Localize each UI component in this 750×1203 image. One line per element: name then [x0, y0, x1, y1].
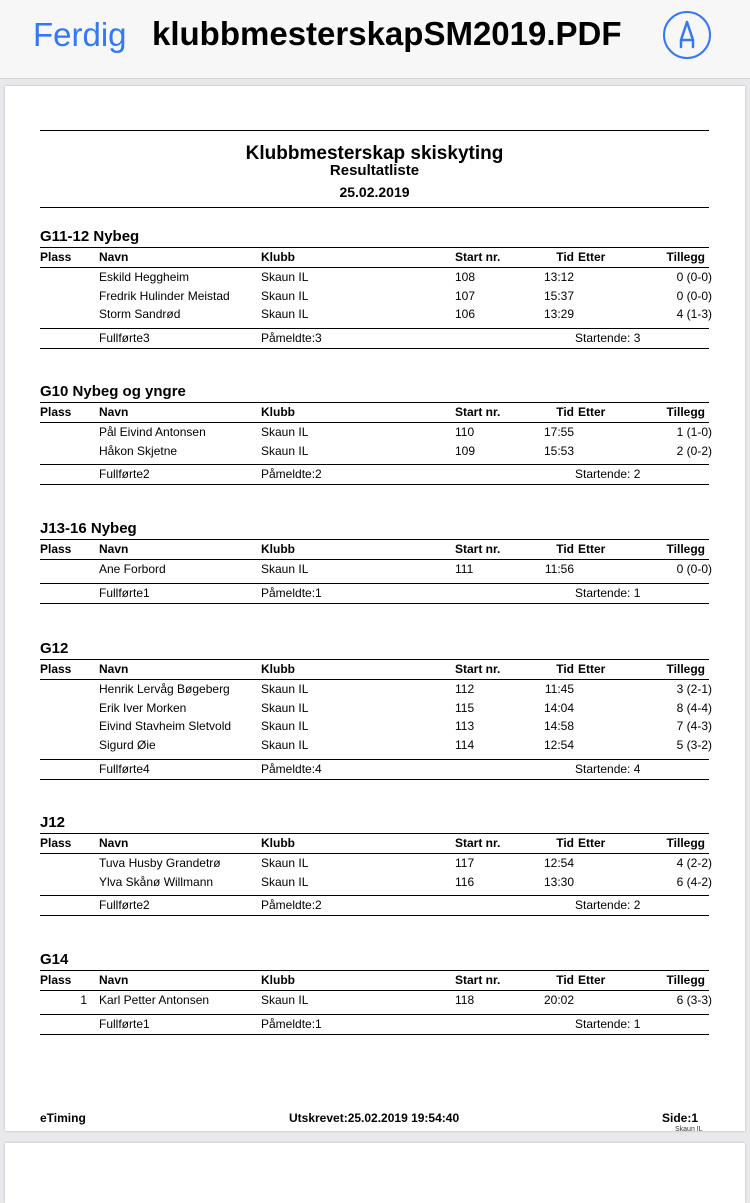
summary-top-rule [40, 1014, 709, 1015]
row-time: 15:53 [543, 443, 574, 458]
summary-bottom-rule [40, 1034, 709, 1035]
summary-registered: Påmeldte:1 [261, 1016, 322, 1031]
result-section [5, 951, 745, 1111]
column-header-rule [40, 853, 709, 854]
row-start-number: 108 [455, 270, 476, 284]
summary-completed: Fullførte1 [99, 1016, 150, 1031]
markup-button[interactable] [663, 11, 711, 59]
summary-registered: Påmeldte:1 [261, 585, 322, 600]
row-start-number: 115 [455, 700, 475, 715]
column-header-plass: Plass [40, 250, 72, 264]
summary-starters: Startende: 2 [575, 898, 641, 913]
summary-starters: Startende: 1 [575, 1016, 641, 1031]
pdf-page-2[interactable] [5, 1143, 745, 1203]
row-start-number: 112 [455, 682, 475, 696]
row-athlete-name: Ane Forbord [99, 562, 166, 576]
row-club: Skaun IL [261, 682, 309, 696]
row-athlete-name: Sigurd Øie [99, 738, 156, 753]
column-header-etter: Etter [578, 405, 606, 419]
summary-top-rule [40, 464, 709, 465]
row-time: 11:45 [544, 682, 574, 696]
section-title: G10 Nybeg og yngre [40, 383, 186, 400]
section-title-rule [40, 402, 709, 403]
row-penalty: 7 (4-3) [676, 719, 712, 734]
summary-starters: Startende: 4 [575, 761, 641, 776]
column-header-startnr: Start nr. [455, 250, 501, 264]
column-header-rule [40, 422, 709, 423]
column-header-tillegg: Tillegg [666, 973, 705, 987]
column-header-klubb: Klubb [261, 836, 295, 850]
row-time: 17:55 [543, 425, 574, 439]
row-club: Skaun IL [261, 856, 309, 870]
summary-completed: Fullførte4 [99, 761, 150, 776]
row-penalty: 0 (0-0) [676, 270, 712, 284]
row-athlete-name: Storm Sandrød [99, 307, 181, 322]
summary-starters: Startende: 1 [575, 585, 641, 600]
row-athlete-name: Eivind Stavheim Sletvold [99, 719, 232, 734]
row-time: 14:58 [543, 719, 574, 734]
row-athlete-name: Eskild Heggheim [99, 270, 190, 284]
column-header-tid: Tid [556, 973, 574, 987]
footer-tiny-club: Skaun IL [675, 1126, 703, 1133]
column-header-navn: Navn [99, 250, 129, 264]
row-penalty: 3 (2-1) [676, 682, 712, 696]
row-time: 12:54 [543, 856, 574, 870]
row-athlete-name: Karl Petter Antonsen [99, 993, 210, 1007]
row-penalty: 6 (4-2) [676, 874, 712, 889]
column-header-klubb: Klubb [261, 973, 295, 987]
row-start-number: 118 [455, 993, 475, 1007]
row-start-number: 114 [455, 738, 475, 753]
column-header-plass: Plass [40, 836, 72, 850]
column-header-tillegg: Tillegg [666, 836, 705, 850]
column-header-etter: Etter [578, 836, 606, 850]
column-header-klubb: Klubb [261, 662, 295, 676]
column-header-tillegg: Tillegg [666, 542, 705, 556]
column-header-etter: Etter [578, 542, 606, 556]
summary-top-rule [40, 759, 709, 760]
section-title: G11-12 Nybeg [40, 228, 140, 245]
column-header-etter: Etter [578, 662, 606, 676]
markup-pen-icon [665, 13, 709, 57]
footer-page-number: Side:1 [662, 1111, 699, 1125]
row-start-number: 117 [455, 856, 475, 870]
summary-bottom-rule [40, 484, 709, 485]
column-header-plass: Plass [40, 662, 72, 676]
section-title-rule [40, 833, 709, 834]
section-title-rule [40, 970, 709, 971]
row-time: 13:30 [543, 874, 574, 889]
column-header-startnr: Start nr. [455, 542, 501, 556]
summary-registered: Påmeldte:3 [261, 331, 322, 346]
section-title: J12 [40, 814, 66, 831]
row-time: 15:37 [543, 288, 574, 303]
row-penalty: 0 (0-0) [676, 288, 712, 303]
row-time: 14:04 [543, 700, 574, 715]
row-penalty: 1 (1-0) [676, 425, 712, 439]
row-penalty: 4 (2-2) [676, 856, 712, 870]
row-place: 1 [80, 993, 87, 1007]
summary-completed: Fullførte1 [99, 585, 150, 600]
result-section [5, 814, 745, 974]
row-athlete-name: Ylva Skånø Willmann [99, 874, 214, 889]
section-title-rule [40, 539, 709, 540]
row-penalty: 2 (0-2) [676, 443, 712, 458]
summary-bottom-rule [40, 603, 709, 604]
summary-bottom-rule [40, 348, 709, 349]
pdf-page[interactable] [5, 86, 745, 1131]
summary-top-rule [40, 583, 709, 584]
column-header-navn: Navn [99, 542, 129, 556]
column-header-rule [40, 559, 709, 560]
summary-completed: Fullførte3 [99, 331, 150, 346]
row-start-number: 110 [455, 425, 475, 439]
header-rule-bottom [40, 207, 709, 208]
summary-starters: Startende: 2 [575, 467, 641, 482]
row-club: Skaun IL [261, 874, 309, 889]
column-header-klubb: Klubb [261, 405, 295, 419]
column-header-tillegg: Tillegg [666, 405, 705, 419]
footer-software: eTiming [40, 1111, 86, 1125]
column-header-startnr: Start nr. [455, 836, 501, 850]
row-athlete-name: Håkon Skjetne [99, 443, 178, 458]
column-header-plass: Plass [40, 973, 72, 987]
column-header-rule [40, 990, 709, 991]
column-header-tid: Tid [556, 662, 574, 676]
column-header-navn: Navn [99, 836, 129, 850]
summary-top-rule [40, 895, 709, 896]
summary-bottom-rule [40, 779, 709, 780]
column-header-plass: Plass [40, 405, 72, 419]
row-start-number: 109 [455, 443, 476, 458]
row-penalty: 4 (1-3) [676, 307, 712, 322]
row-start-number: 113 [455, 719, 475, 734]
summary-completed: Fullførte2 [99, 898, 150, 913]
row-club: Skaun IL [261, 288, 309, 303]
section-title: G12 [40, 640, 69, 657]
row-time: 13:29 [543, 307, 574, 322]
row-penalty: 8 (4-4) [676, 700, 712, 715]
column-header-rule [40, 679, 709, 680]
result-section [5, 383, 745, 543]
footer-printed: Utskrevet:25.02.2019 19:54:40 [289, 1111, 460, 1125]
column-header-etter: Etter [578, 973, 606, 987]
section-title: J13-16 Nybeg [40, 520, 137, 537]
row-penalty: 6 (3-3) [676, 993, 712, 1007]
column-header-startnr: Start nr. [455, 405, 501, 419]
document-filename: klubbmesterskapSM2019.PDF [152, 15, 622, 52]
row-athlete-name: Tuva Husby Grandetrø [99, 856, 221, 870]
column-header-tillegg: Tillegg [666, 662, 705, 676]
row-athlete-name: Henrik Lervåg Bøgeberg [99, 682, 230, 696]
row-start-number: 107 [455, 288, 476, 303]
result-section [5, 228, 745, 388]
summary-starters: Startende: 3 [575, 331, 641, 346]
row-penalty: 0 (0-0) [676, 562, 712, 576]
column-header-tid: Tid [556, 405, 574, 419]
column-header-tillegg: Tillegg [666, 250, 705, 264]
column-header-tid: Tid [556, 250, 574, 264]
row-athlete-name: Erik Iver Morken [99, 700, 187, 715]
column-header-navn: Navn [99, 973, 129, 987]
document-subtitle: Resultatliste [329, 162, 420, 179]
row-start-number: 106 [455, 307, 476, 322]
row-athlete-name: Pål Eivind Antonsen [99, 425, 206, 439]
row-club: Skaun IL [261, 270, 309, 284]
column-header-navn: Navn [99, 662, 129, 676]
section-title-rule [40, 247, 709, 248]
column-header-navn: Navn [99, 405, 129, 419]
row-penalty: 5 (3-2) [676, 738, 712, 753]
summary-top-rule [40, 328, 709, 329]
summary-bottom-rule [40, 915, 709, 916]
row-club: Skaun IL [261, 700, 309, 715]
column-header-rule [40, 267, 709, 268]
row-start-number: 111 [455, 562, 474, 576]
column-header-tid: Tid [556, 542, 574, 556]
row-time: 12:54 [543, 738, 574, 753]
row-start-number: 116 [455, 874, 475, 889]
row-club: Skaun IL [261, 443, 309, 458]
done-button[interactable]: Ferdig [33, 16, 127, 53]
section-title-rule [40, 659, 709, 660]
pdf-viewer-toolbar [0, 0, 750, 79]
row-club: Skaun IL [261, 719, 309, 734]
column-header-plass: Plass [40, 542, 72, 556]
summary-completed: Fullførte2 [99, 467, 150, 482]
document-date: 25.02.2019 [339, 184, 410, 200]
result-section [5, 640, 745, 800]
column-header-etter: Etter [578, 250, 606, 264]
row-club: Skaun IL [261, 562, 309, 576]
section-title: G14 [40, 951, 69, 968]
summary-registered: Påmeldte:4 [261, 761, 322, 776]
row-time: 13:12 [543, 270, 574, 284]
row-time: 11:56 [544, 562, 574, 576]
column-header-startnr: Start nr. [455, 973, 501, 987]
row-club: Skaun IL [261, 738, 309, 753]
header-rule-top [40, 130, 709, 131]
column-header-klubb: Klubb [261, 542, 295, 556]
column-header-startnr: Start nr. [455, 662, 501, 676]
summary-registered: Påmeldte:2 [261, 898, 322, 913]
column-header-tid: Tid [556, 836, 574, 850]
summary-registered: Påmeldte:2 [261, 467, 322, 482]
row-club: Skaun IL [261, 307, 309, 322]
row-athlete-name: Fredrik Hulinder Meistad [99, 288, 230, 303]
row-club: Skaun IL [261, 993, 309, 1007]
document-title: Klubbmesterskap skiskyting [245, 143, 504, 164]
column-header-klubb: Klubb [261, 250, 295, 264]
row-time: 20:02 [543, 993, 574, 1007]
row-club: Skaun IL [261, 425, 309, 439]
